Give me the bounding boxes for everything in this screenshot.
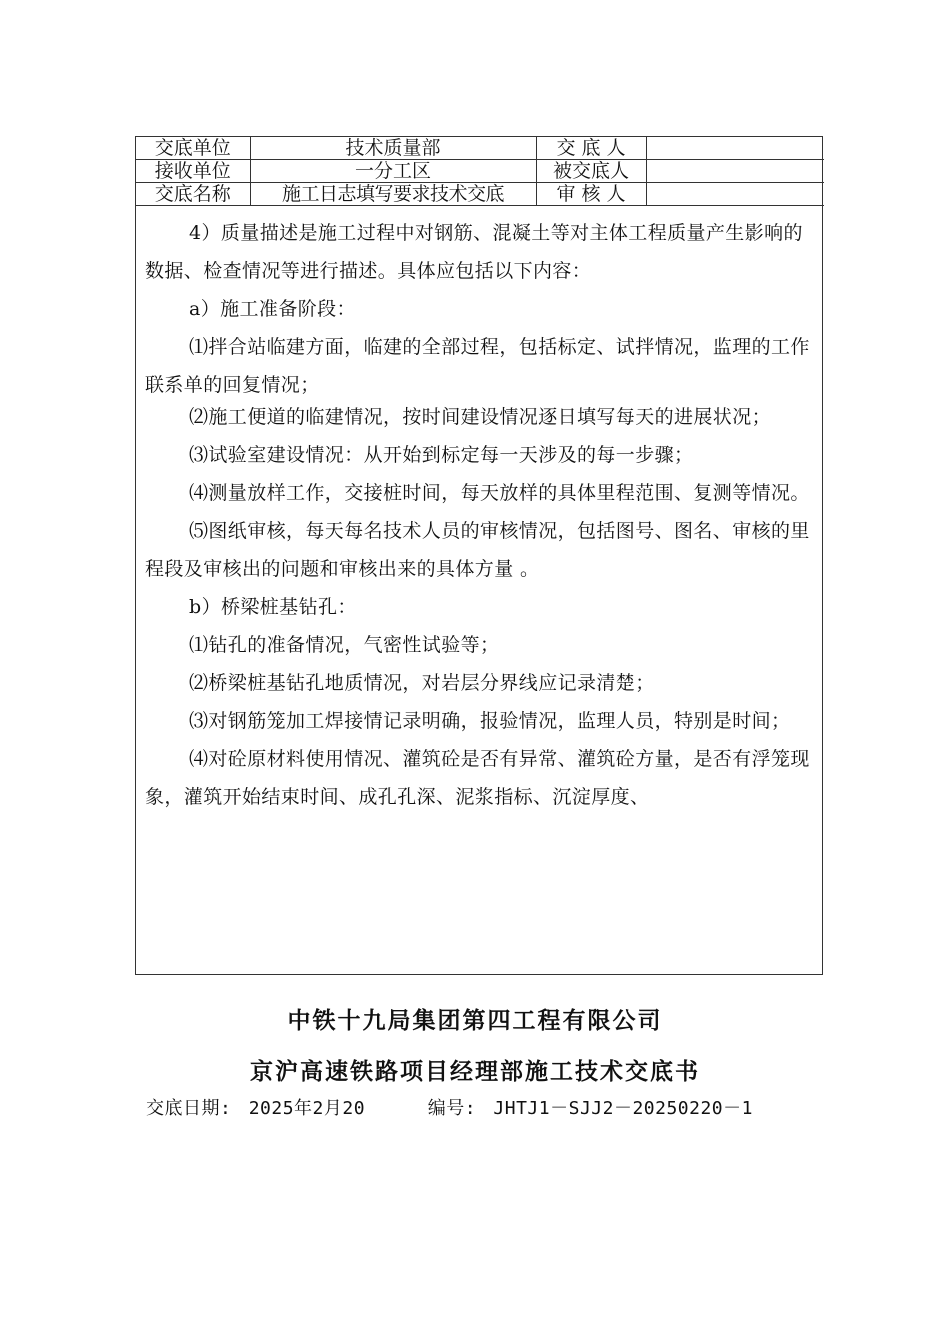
label-disclosure-name: 交底名称 [136, 183, 250, 206]
paragraph: ⑵桥梁桩基钻孔地质情况，对岩层分界线应记录清楚； [189, 672, 655, 694]
value-recipient [646, 160, 824, 183]
disclosure-content [136, 206, 822, 816]
value-disclosure-name: 施工日志填写要求技术交底 [250, 183, 536, 206]
label-reviewer: 审 核 人 [536, 183, 646, 206]
label-recipient: 被交底人 [536, 160, 646, 183]
company-name: 中铁十九局集团第四工程有限公司 [287, 1007, 663, 1034]
paragraph: ⑷对砼原材料使用情况、灌筑砼是否有异常、灌筑砼方量，是否有浮笼现象，灌筑开始结束时间、成孔孔深、泥浆指标、沉淀厚度、 [145, 748, 810, 808]
date-value: 2025年2月20 [248, 1098, 366, 1119]
value-issuing-unit: 技术质量部 [250, 137, 536, 160]
value-receiving-unit: 一分工区 [250, 160, 536, 183]
section-heading: a）施工准备阶段： [189, 298, 356, 320]
paragraph: ⑴钻孔的准备情况，气密性试验等； [189, 634, 500, 656]
paragraph: ⑴拌合站临建方面，临建的全部过程，包括标定、试拌情况，监理的工作联系单的回复情况； [145, 336, 810, 396]
date-label: 交底日期: [146, 1098, 232, 1119]
paragraph: ⑷测量放样工作，交接桩时间，每天放样的具体里程范围、复测等情况。 [189, 482, 810, 504]
section-heading: b）桥梁桩基钻孔： [189, 596, 357, 618]
paragraph: ⑸图纸审核，每天每名技术人员的审核情况，包括图号、图名、审核的里程段及审核出的问题和审核出来的具体方量 。 [145, 520, 810, 580]
paragraph: 4）质量描述是施工过程中对钢筋、混凝土等对主体工程质量产生影响的数据、检查情况等进行描述。具体应包括以下内容： [145, 222, 803, 282]
paragraph: ⑶试验室建设情况：从开始到标定每一天涉及的每一步骤； [189, 444, 694, 466]
number-value: JHTJ1－SJJ2－20250220－1 [493, 1098, 753, 1119]
number-label: 编号: [427, 1098, 477, 1119]
table-row [136, 137, 824, 160]
label-receiving-unit: 接收单位 [136, 160, 250, 183]
paragraph: ⑵施工便道的临建情况，按时间建设情况逐日填写每天的进展状况； [189, 406, 772, 428]
label-issuing-unit: 交底单位 [136, 137, 250, 160]
value-reviewer [646, 183, 824, 206]
disclosure-form [135, 136, 823, 975]
table-row [136, 160, 824, 183]
value-discloser [646, 137, 824, 160]
document-title: 京沪高速铁路项目经理部施工技术交底书 [250, 1058, 700, 1085]
header-table [136, 137, 824, 206]
table-row [136, 183, 824, 206]
paragraph: ⑶对钢筋笼加工焊接情记录明确，报验情况，监理人员，特别是时间； [189, 710, 791, 732]
label-discloser: 交 底 人 [536, 137, 646, 160]
document-footer [146, 1096, 759, 1122]
